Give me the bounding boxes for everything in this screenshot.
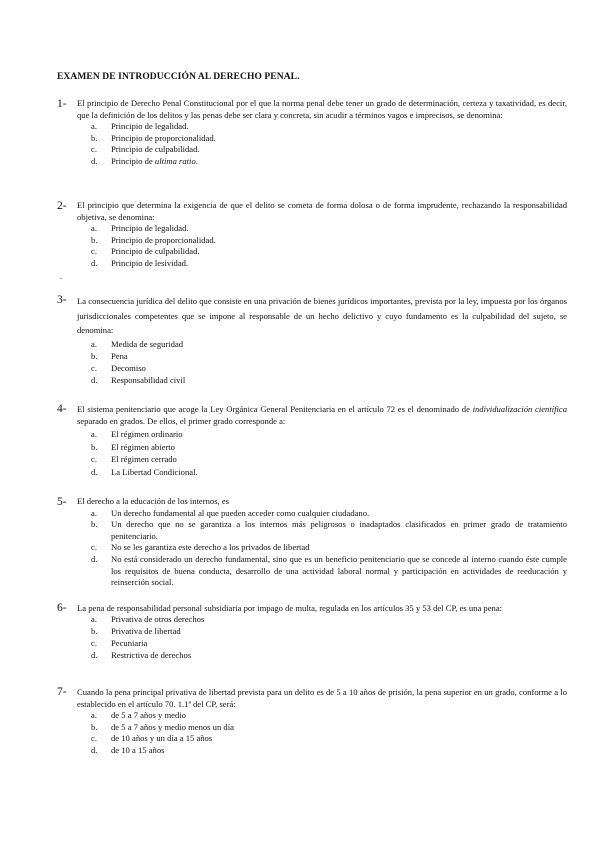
option-text: de 10 años y un día a 15 años (111, 733, 213, 744)
stem-text-italic: individualización científica (472, 404, 567, 414)
option-d[interactable] (91, 374, 567, 386)
option-d[interactable] (91, 156, 567, 168)
question-number: 5- (57, 496, 67, 508)
option-text: Responsabilidad civil (111, 375, 186, 386)
option-letter: c. (91, 144, 97, 155)
question-number: 6- (57, 602, 67, 614)
options-list (91, 508, 567, 589)
question-5 (57, 496, 567, 589)
option-c[interactable] (91, 453, 567, 466)
option-letter: c. (91, 733, 97, 744)
option-text (111, 156, 567, 168)
option-b[interactable] (91, 722, 567, 734)
option-letter: a. (91, 428, 97, 439)
question-6 (57, 602, 567, 662)
question-number: 4- (57, 403, 67, 415)
option-text: Principio de culpabilidad. (111, 144, 200, 155)
option-letter: d. (91, 155, 98, 166)
question-7 (57, 686, 567, 756)
options-list (91, 338, 567, 387)
option-text: Pecuniaria (111, 638, 148, 648)
option-letter: b. (91, 132, 98, 143)
option-letter: c. (91, 246, 97, 257)
option-text-part: Principio de (111, 155, 155, 166)
question-stem: El derecho a la educación de los internos, es (77, 496, 230, 506)
option-text: Privativa de otros derechos (111, 614, 205, 625)
option-letter: a. (91, 121, 97, 132)
option-text: Un derecho que no se garantiza a los internos más peligrosos o inadaptados clasificados en primer grado de tratamiento penitenciario. (111, 519, 567, 541)
stray-mark: . (60, 272, 62, 281)
option-a[interactable] (91, 614, 567, 626)
option-text: Principio de proporcionalidad. (111, 132, 216, 143)
option-a[interactable] (91, 223, 567, 235)
option-c[interactable] (91, 246, 567, 258)
option-text: El régimen abierto (111, 441, 175, 452)
option-letter: b. (91, 234, 98, 245)
option-text: Un derecho fundamental al que pueden acceder como cualquier ciudadano. (111, 507, 370, 518)
option-a[interactable] (91, 428, 567, 441)
option-b[interactable] (91, 235, 567, 247)
option-text: El régimen cerrado (111, 454, 177, 465)
option-text-italic: ultima ratio (154, 155, 196, 166)
option-text: Principio de culpabilidad. (111, 246, 200, 257)
option-text: El régimen ordinario (111, 428, 183, 439)
option-letter: d. (91, 257, 98, 268)
option-c[interactable] (91, 362, 567, 374)
option-letter: a. (91, 223, 97, 234)
option-d[interactable] (91, 466, 567, 479)
options-list (91, 428, 567, 479)
question-number: 1- (57, 98, 67, 110)
options-list (91, 121, 567, 167)
option-text: Decomiso (111, 362, 146, 373)
option-d[interactable] (91, 258, 567, 270)
stem-text-part: separado en grados. De ellos, el primer grado corresponde a: (77, 416, 286, 427)
option-b[interactable] (91, 626, 567, 638)
option-letter: d. (91, 553, 98, 564)
option-text: Privativa de libertad (111, 626, 181, 637)
question-1 (57, 98, 567, 168)
question-3 (57, 294, 567, 386)
option-d[interactable] (91, 650, 567, 662)
option-letter: d. (91, 649, 98, 660)
option-text: Principio de proporcionalidad. (111, 234, 216, 245)
option-letter: a. (91, 614, 97, 625)
option-letter: c. (91, 542, 97, 553)
option-letter: c. (91, 638, 97, 648)
option-a[interactable] (91, 508, 567, 520)
option-text: No se les garantiza este derecho a los privados de libertad (111, 542, 310, 553)
options-list (91, 614, 567, 661)
question-stem: El principio que determina la exigencia de que el delito se cometa de forma dolosa o de forma imprudente, rechazando la responsabilidad objetiva, se denomina: (77, 200, 567, 222)
option-letter: d. (91, 467, 98, 478)
option-c[interactable] (91, 542, 567, 554)
option-b[interactable] (91, 519, 567, 542)
option-b[interactable] (91, 133, 567, 145)
option-text: Principio de lesividad. (111, 257, 189, 268)
question-4 (57, 403, 567, 479)
option-c[interactable] (91, 733, 567, 745)
option-b[interactable] (91, 441, 567, 454)
option-letter: b. (91, 626, 98, 637)
option-a[interactable] (91, 710, 567, 722)
option-a[interactable] (91, 338, 567, 350)
option-text: Restrictiva de derechos (111, 649, 192, 660)
option-letter: a. (91, 507, 97, 518)
option-letter: a. (91, 710, 97, 720)
question-stem: La pena de responsabilidad personal subsidiaria por impago de multa, regulada en los artículos 35 y 53 del CP, es una pena: (77, 603, 503, 613)
option-letter: c. (91, 454, 97, 465)
option-letter: d. (91, 375, 98, 386)
question-stem: El principio de Derecho Penal Constitucional por el que la norma penal debe tener un grado de determinación, certeza y taxatividad, es decir, que la definición de los delitos y las penas debe ser clara y concreta, sin acudir a términos vagos e imprecisos, se denomina: (77, 98, 567, 120)
option-d[interactable] (91, 745, 567, 757)
option-text: No está considerado un derecho fundamental, sino que es un beneficio penitenciario que se concede al interno cuando éste cumple los requisitos de buena conducta, desarrollo de una actividad laboral normal y participación en actividades de reeducación y reinserción social. (111, 553, 567, 588)
question-stem: La consecuencia jurídica del delito que consiste en una privación de bienes jurídicos importantes, prevista por la ley, impuesta por los órganos jurisdiccionales competentes que se impone al responsable de un hecho delictivo y cuyo fundamento es la culpabilidad del sujeto, se denomina: (77, 296, 567, 335)
exam-title: EXAMEN DE INTRODUCCIÓN AL DERECHO PENAL. (57, 72, 300, 82)
option-letter: b. (91, 350, 98, 361)
option-c[interactable] (91, 144, 567, 156)
question-stem (77, 403, 567, 428)
option-letter: b. (91, 721, 98, 732)
options-list (91, 710, 567, 756)
option-c[interactable] (91, 638, 567, 650)
option-text: Principio de legalidad. (111, 121, 189, 132)
option-text: de 5 a 7 años y medio (111, 710, 186, 720)
question-2 (57, 200, 567, 270)
option-letter: a. (91, 338, 97, 349)
option-text: Pena (111, 350, 128, 361)
option-letter: b. (91, 441, 98, 452)
option-letter: b. (91, 519, 98, 530)
option-letter: d. (91, 744, 98, 755)
option-letter: c. (91, 362, 97, 373)
option-text: de 5 a 7 años y medio menos un día (111, 721, 234, 732)
option-a[interactable] (91, 121, 567, 133)
stem-text-part: El sistema penitenciario que acoge la Ley Orgánica General Penitenciaria en el artículo 72 es el denominado de (77, 404, 473, 414)
option-text: Principio de legalidad. (111, 223, 189, 234)
option-text: La Libertad Condicional. (111, 467, 198, 478)
question-number: 3- (57, 294, 67, 306)
option-b[interactable] (91, 350, 567, 362)
question-number: 2- (57, 200, 67, 212)
option-text: Medida de seguridad (111, 338, 184, 349)
option-text-part: . (195, 155, 198, 166)
option-d[interactable] (91, 554, 567, 589)
option-text: de 10 a 15 años (111, 744, 165, 755)
question-stem: Cuando la pena principal privativa de libertad prevista para un delito es de 5 a 10 años de prisión, la pena superior en un grado, conforme a lo establecido en el artículo 70. 1.1ª del CP, será: (77, 687, 567, 709)
options-list (91, 223, 567, 269)
question-number: 7- (57, 686, 67, 698)
